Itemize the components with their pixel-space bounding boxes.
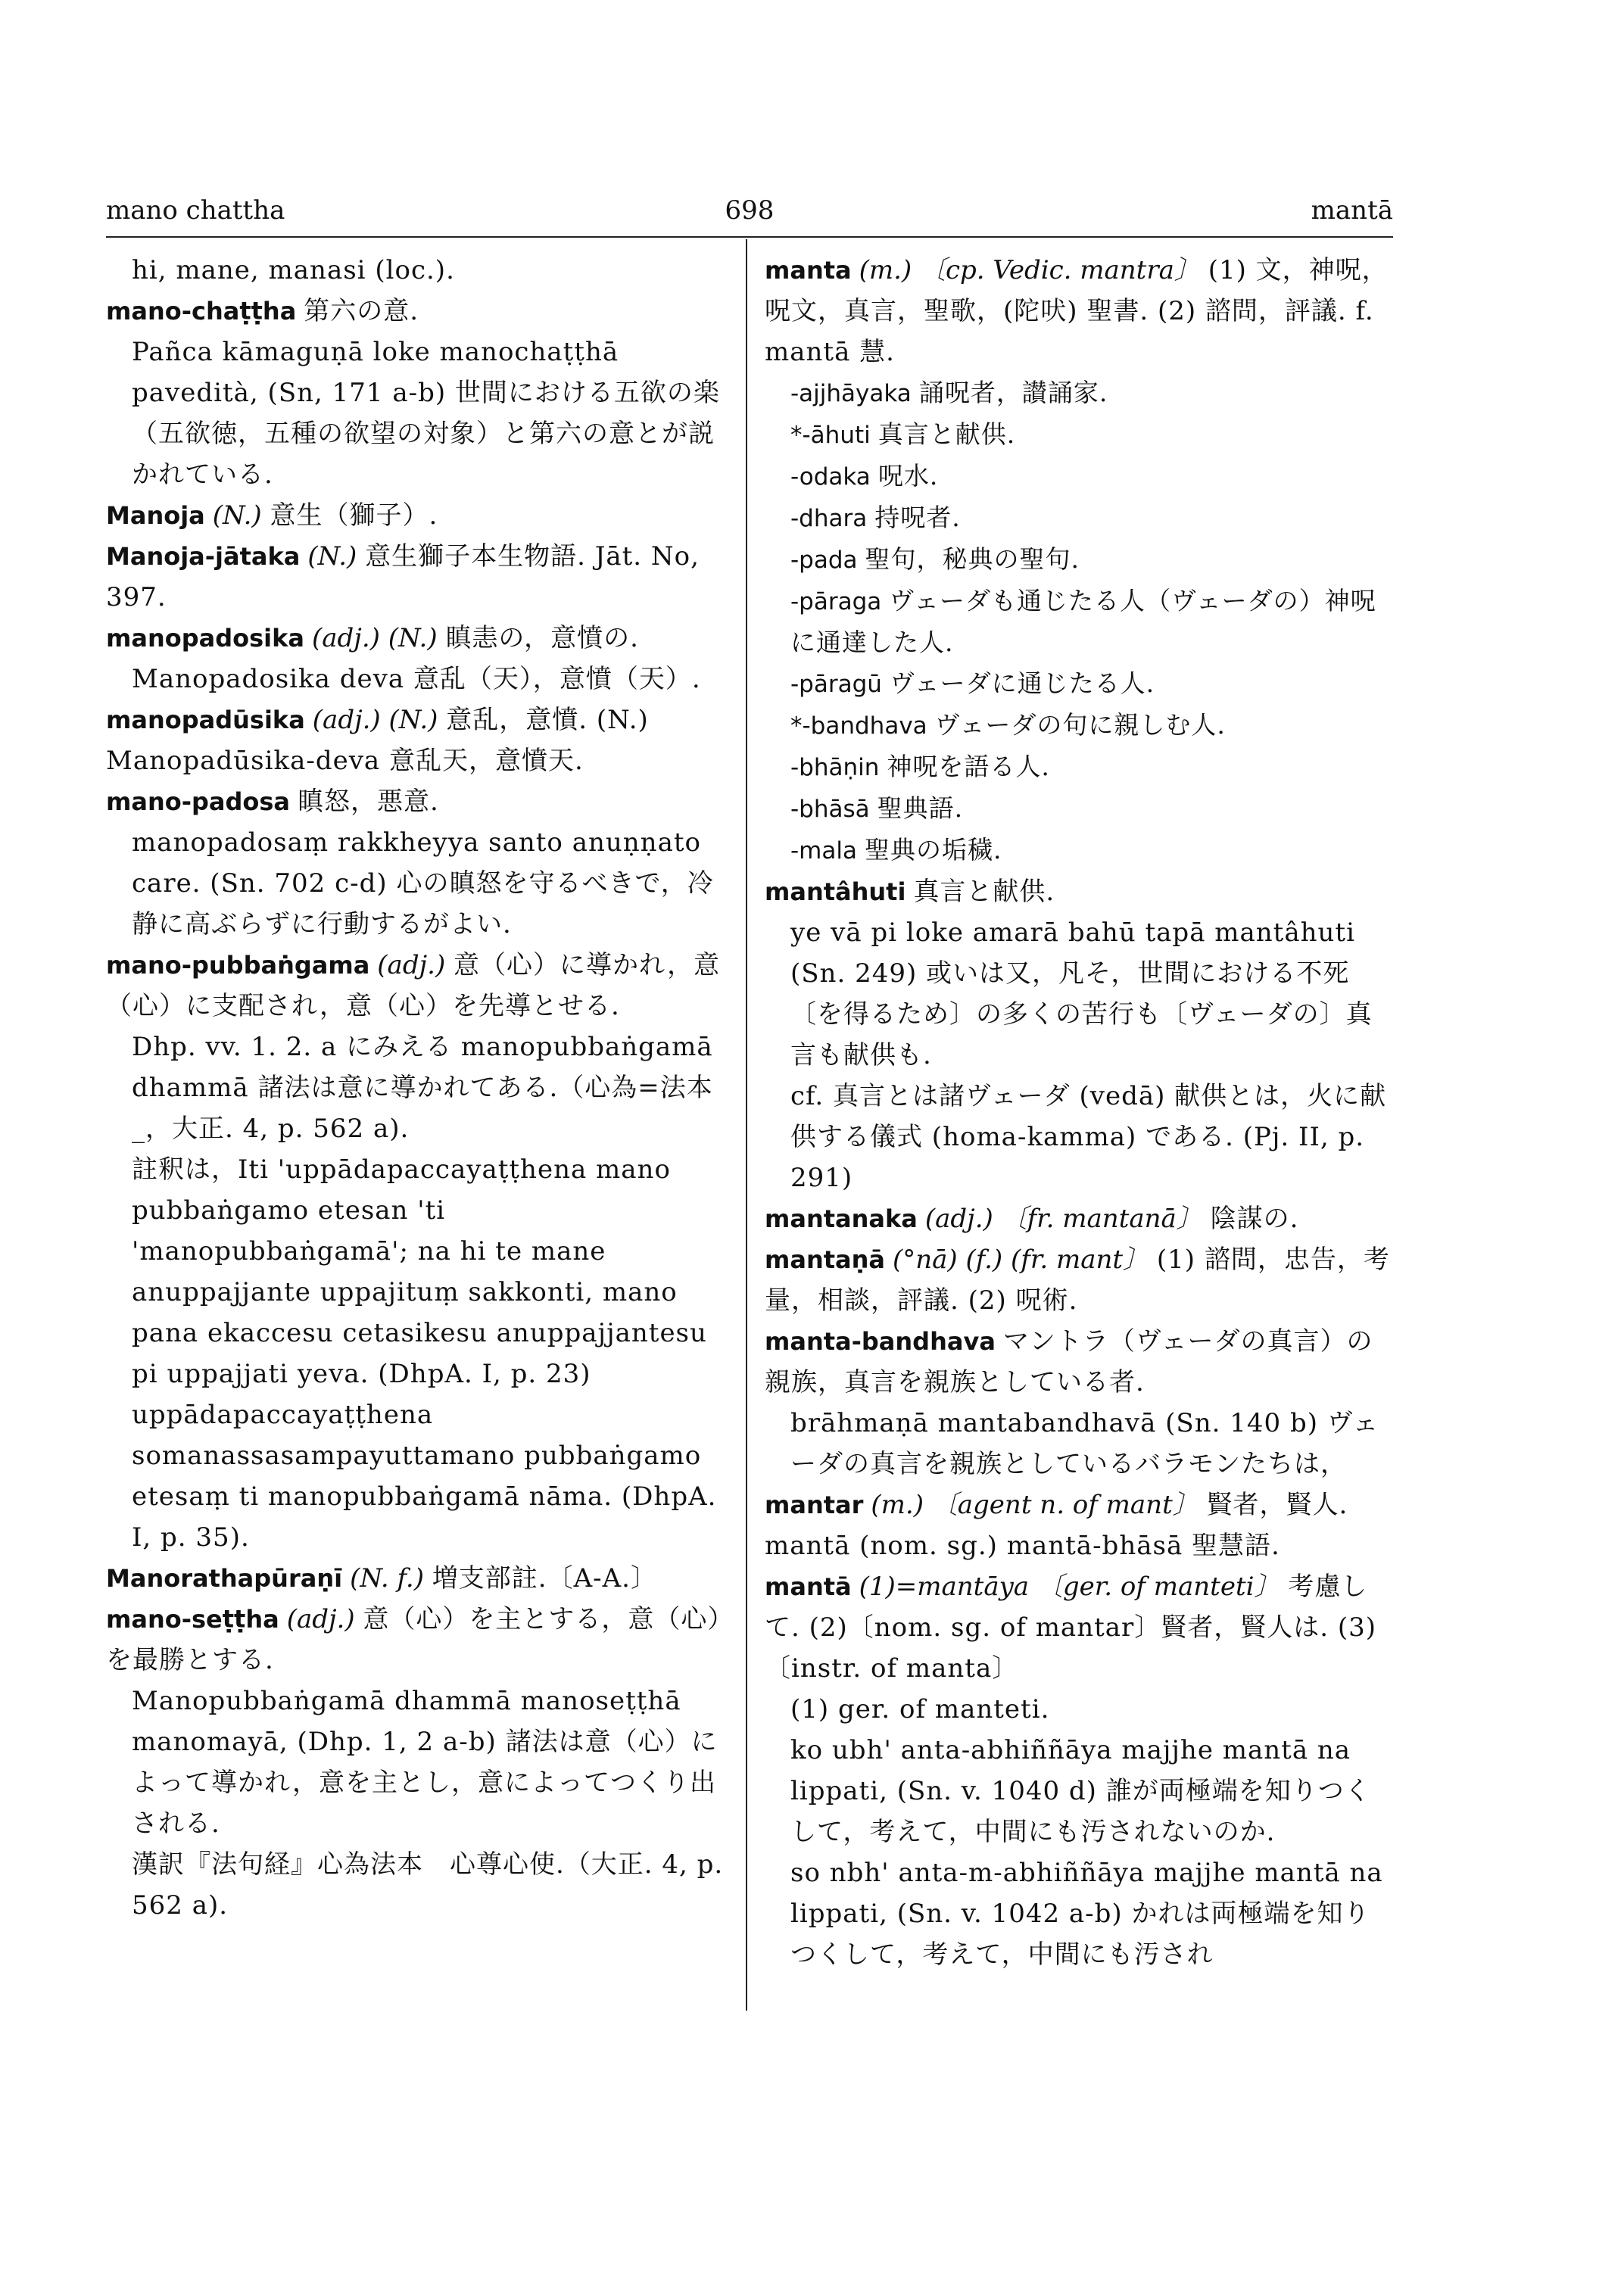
sub-headword: *-bandhava [790,712,927,740]
headword: manopadosika [106,624,304,653]
headword: mantar [765,1491,864,1519]
headword: mano-seṭṭha [106,1605,279,1634]
definition: 真言と献供. [913,877,1055,907]
dictionary-entry [106,945,727,1027]
column-divider [746,239,747,2011]
dictionary-entry [106,495,727,536]
entry-paragraph [765,1076,1393,1198]
headword: mantâhuti [765,877,906,906]
dictionary-entry [765,1566,1393,1689]
definition: 註釈は，Iti 'uppādapaccayaṭṭhena mano pubbaṅgamo etesan 'ti 'manopubbaṅgamā'; na hi te mane anuppajjante uppajituṃ sakkonti, mano pana ekaccesu cetasikesu anuppajjantesu pi uppajjati yeva. (DhpA. I, p. 23) [132,1154,707,1389]
sub-entry [765,788,1393,830]
definition: 陰謀の. [1210,1204,1299,1234]
entry-paragraph [106,1394,727,1558]
page-number: 698 [725,195,775,226]
definition: (1) ger. of manteti. [790,1694,1050,1724]
definition: ye vā pi loke amarā bahū tapā mantâhuti (Sn. 249) 或いは又，凡そ，世間における不死〔を得るため〕の多くの苦行も〔ヴェーダの〕真言も献供も. [790,918,1373,1070]
sub-definition: 持呪者. [874,503,961,532]
definition: マントラ（ヴェーダの真言）の親族，真言を親族としている者. [765,1326,1373,1397]
headword: mano-chaṭṭha [106,297,297,326]
grammar-note: (adj.) (N.) [311,623,446,653]
dictionary-entry [765,1198,1393,1239]
definition: hi, mane, manasi (loc.). [132,255,455,285]
running-head-right: mantā [1311,195,1393,226]
sub-entry [765,456,1393,497]
definition: Manopadosika deva 意乱（天），意憤（天）. [132,664,701,694]
entry-paragraph [106,822,727,945]
definition: ko ubh' anta-abhiññāya majjhe mantā na lippati, (Sn. v. 1040 d) 誰が両極端を知りつくして，考えて，中間にも汚されないのか. [790,1735,1371,1847]
sub-headword: -odaka [790,463,871,491]
definition: (1) 文，神呪，呪文，真言，聖歌，(陀吠) 聖書. (2) 諮問，評議. f. mantā 慧. [765,255,1389,367]
entry-paragraph [106,1681,727,1844]
grammar-note: (adj.) [377,950,454,980]
sub-definition: 呪水. [877,461,939,491]
header-rule [106,236,1393,238]
dictionary-entry [106,536,727,618]
definition: 漢訳『法句経』心為法本 心尊心使.（大正. 4, p. 562 a). [132,1849,724,1921]
definition: manopadosaṃ rakkheyya santo anuṇṇato care. (Sn. 702 c-d) 心の瞋怒を守るべきで，冷静に高ぶらずに行動するがよい. [132,827,714,939]
definition: 意（心）を主とする，意（心）を最勝とする. [106,1604,722,1675]
sub-headword: -bhāṇin [790,754,880,781]
sub-entry [765,539,1393,581]
sub-entry [765,746,1393,788]
definition: 意（心）に導かれ，意（心）に支配され，意（心）を先導とせる. [106,950,721,1021]
entry-paragraph [106,1027,727,1149]
left-column [106,250,727,1926]
entry-paragraph [106,1149,727,1394]
definition: Manopubbaṅgamā dhammā manoseṭṭhā manomayā, (Dhp. 1, 2 a-b) 諸法は意（心）によって導かれ，意を主とし，意によってつくり出される. [132,1686,718,1839]
sub-headword: -bhāsā [790,796,870,823]
dictionary-entry [106,781,727,822]
definition: 賢者，賢人. mantā (nom. sg.) mantā-bhāsā 聖慧語. [765,1490,1348,1561]
sub-definition: 聖句，秘典の聖句. [865,544,1080,574]
definition: 第六の意. [304,296,419,326]
grammar-note: (1)=mantāya 〔ger. of manteti〕 [859,1572,1289,1602]
grammar-note: (adj.) (N.) [312,705,447,735]
grammar-note: (N.) [212,500,270,531]
dictionary-entry [106,618,727,659]
grammar-note: (°nā) (f.) (fr. mant〕 [892,1245,1157,1275]
page-header [106,195,1393,233]
sub-headword: -mala [790,837,857,865]
definition: 瞋怒，悪意. [298,787,439,817]
grammar-note: (m.) 〔agent n. of mant〕 [871,1490,1207,1520]
definition: 意生（獅子）. [270,500,438,531]
definition: 瞋恚の，意憤の. [445,623,639,653]
definition: (1) 諮問，忠告，考量，相談，評議. (2) 呪術. [765,1245,1390,1316]
definition: so nbh' anta-m-abhiññāya majjhe mantā na lippati, (Sn. v. 1042 a-b) かれは両極端を知りつくして，考えて，中間にも汚され [790,1858,1383,1970]
entry-paragraph [765,1852,1393,1975]
dictionary-entry [765,250,1393,372]
entry-paragraph [106,1844,727,1926]
sub-entry [765,663,1393,705]
definition: cf. 真言とは諸ヴェーダ (vedā) 献供とは，火に献供する儀式 (homa-kamma) である. (Pj. II, p. 291) [790,1081,1387,1193]
headword: mano-pubbaṅgama [106,951,370,980]
entry-paragraph [765,1730,1393,1852]
sub-headword: *-āhuti [790,422,871,449]
sub-entry [765,414,1393,456]
definition: 増支部註.〔A-A.〕 [432,1563,657,1594]
sub-entry [765,581,1393,663]
grammar-note: (m.) 〔cp. Vedic. mantra〕 [859,255,1200,285]
running-head-left: mano chattha [106,195,285,226]
headword: manta [765,256,852,285]
sub-headword: -dhara [790,505,868,532]
definition: brāhmaṇā mantabandhavā (Sn. 140 b) ヴェーダの真言を親族としているバラモンたちは， [790,1408,1379,1479]
grammar-note: (adj.) 〔fr. mantanā〕 [924,1204,1211,1234]
definition: uppādapaccayaṭṭhena somanassasampayuttamano pubbaṅgamo etesaṃ ti manopubbaṅgamā nāma. (DhpA. I, p. 35). [132,1400,717,1553]
sub-entry [765,830,1393,871]
sub-definition: ヴェーダの句に親しむ人. [934,710,1226,740]
sub-definition: 神呪を語る人. [887,752,1050,781]
headword: Manoja [106,501,205,530]
definition: 考慮して. (2)〔nom. sg. of mantar〕賢者，賢人は. (3)〔instr. of manta〕 [765,1572,1377,1684]
definition: 意乱，意憤. (N.) Manopadūsika-deva 意乱天，意憤天. [106,705,649,776]
sub-definition: 聖典の垢穢. [865,835,1002,865]
dictionary-entry [106,291,727,332]
dictionary-entry [765,1485,1393,1566]
sub-definition: 真言と献供. [877,419,1016,449]
sub-entry [765,372,1393,414]
entry-paragraph [765,1403,1393,1485]
entry-paragraph [106,250,727,291]
sub-definition: ヴェーダも通じたる人（ヴェーダの）神呪に通達した人. [790,586,1376,657]
entry-paragraph [765,912,1393,1076]
entry-paragraph [106,332,727,495]
headword: mano-padosa [106,787,291,816]
headword: mantanaka [765,1204,918,1233]
definition: Pañca kāmaguṇā loke manochaṭṭhā pavedità, (Sn, 171 a-b) 世間における五欲の楽（五欲徳，五種の欲望の対象）と第六の意とが説かれている. [132,337,720,490]
dictionary-entry [106,1558,727,1599]
sub-entry [765,497,1393,539]
headword: mantā [765,1572,852,1601]
dictionary-entry [106,699,727,781]
definition: Dhp. vv. 1. 2. a にみえる manopubbaṅgamā dhammā 諸法は意に導かれてある.（心為=法本_，大正. 4, p. 562 a). [132,1032,713,1144]
grammar-note: (N.) [307,541,366,572]
headword: Manorathapūraṇī [106,1564,343,1593]
entry-paragraph [106,659,727,699]
sub-headword: -ajjhāyaka [790,380,912,407]
headword: Manoja-jātaka [106,542,301,571]
dictionary-entry [106,1599,727,1681]
entry-paragraph [765,1689,1393,1730]
definition: 意生獅子本生物語. Jāt. No, 397. [106,541,700,612]
sub-entry [765,705,1393,746]
headword: manta-bandhava [765,1327,996,1356]
headword: manopadūsika [106,706,305,734]
sub-definition: ヴェーダに通じたる人. [889,668,1155,698]
dictionary-entry [765,871,1393,912]
right-column [765,250,1393,1975]
dictionary-entry [765,1321,1393,1403]
sub-headword: -pāraga [790,588,882,615]
sub-definition: 聖典語. [877,793,964,823]
sub-headword: -pāragū [790,671,882,698]
headword: mantaṇā [765,1245,885,1274]
dictionary-entry [765,1239,1393,1321]
grammar-note: (N. f.) [350,1563,432,1594]
grammar-note: (adj.) [286,1604,363,1634]
sub-headword: -pada [790,547,858,574]
sub-definition: 誦呪者，讃誦家. [918,378,1108,407]
